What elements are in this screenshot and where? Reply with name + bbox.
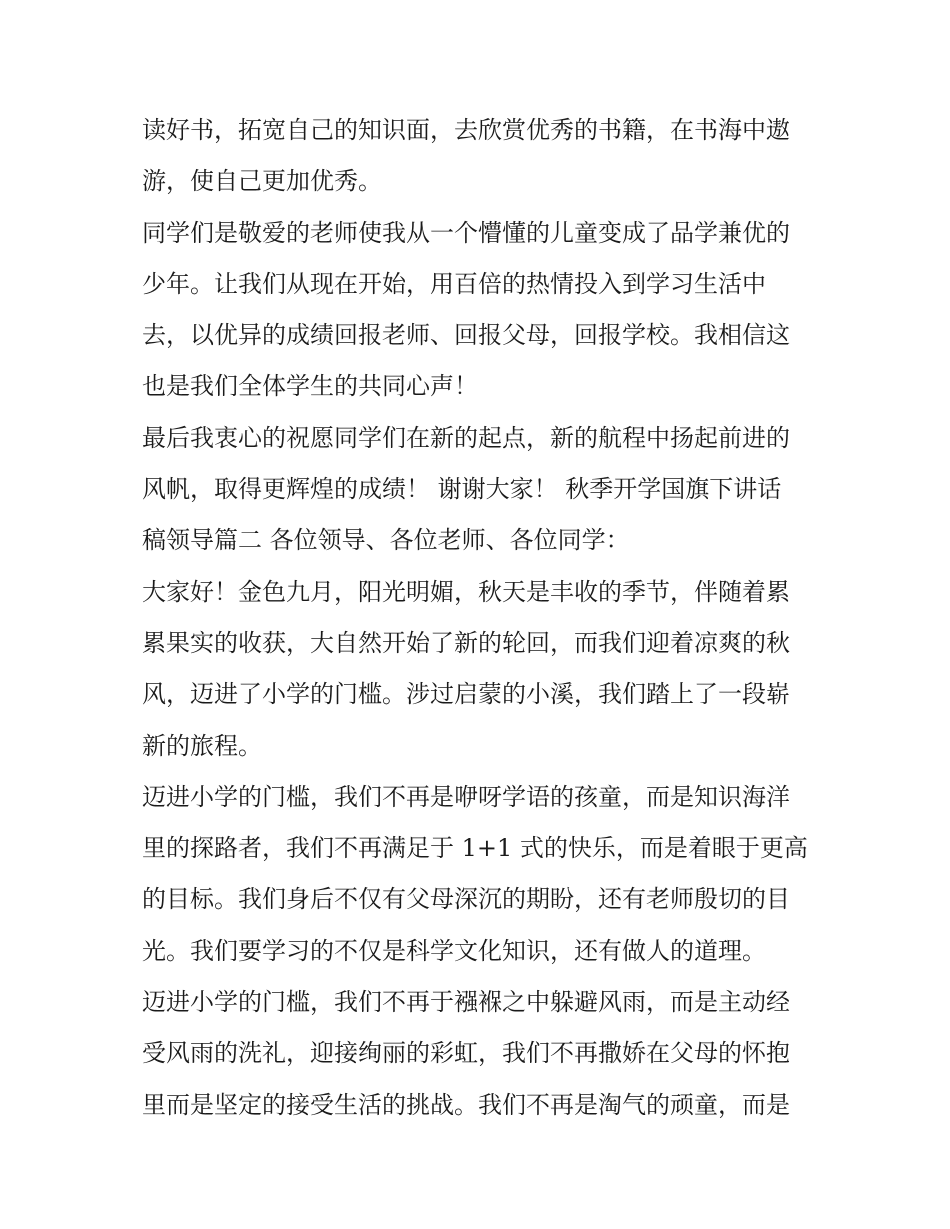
text-line: 最后我衷心的祝愿同学们在新的起点，新的航程中扬起前进的 xyxy=(142,423,790,452)
text-line: 也是我们全体学生的共同心声！ xyxy=(142,372,478,401)
text-line: 受风雨的洗礼，迎接绚丽的彩虹，我们不再撒娇在父母的怀抱 xyxy=(142,1039,790,1068)
text-line: 读好书，拓宽自己的知识面，去欣赏优秀的书籍，在书海中遨 xyxy=(142,116,790,144)
text-line: 迈进小学的门槛，我们不再是咿呀学语的孩童，而是知识海洋 xyxy=(142,782,790,811)
text-line: 光。我们要学习的不仅是科学文化知识，还有做人的道理。 xyxy=(142,936,766,965)
text-line: 累果实的收获，大自然开始了新的轮回，而我们迎着凉爽的秋 xyxy=(142,628,790,657)
text-line: 新的旅程。 xyxy=(142,731,262,760)
text-line: 少年。让我们从现在开始，用百倍的热情投入到学习生活中 xyxy=(142,269,766,298)
text-line: 同学们是敬爱的老师使我从一个懵懂的儿童变成了品学兼优的 xyxy=(142,218,790,247)
text-line: 稿领导篇二 各位领导、各位老师、各位同学： xyxy=(142,526,630,555)
text-line: 风，迈进了小学的门槛。涉过启蒙的小溪，我们踏上了一段崭 xyxy=(142,680,790,709)
text-line: 游，使自己更加优秀。 xyxy=(142,167,382,196)
text-line: 里的探路者，我们不再满足于 1+1 式的快乐，而是着眼于更高 xyxy=(142,834,808,863)
text-line: 风帆，取得更辉煌的成绩！ 谢谢大家！ 秋季开学国旗下讲话 xyxy=(142,475,782,504)
text-line: 里而是坚定的接受生活的挑战。我们不再是淘气的顽童，而是 xyxy=(142,1090,790,1119)
document-body xyxy=(142,105,822,1131)
text-line: 大家好！金色九月，阳光明媚，秋天是丰收的季节，伴随着累 xyxy=(142,577,790,606)
text-line: 去，以优异的成绩回报老师、回报父母，回报学校。我相信这 xyxy=(142,321,790,350)
text-line: 的目标。我们身后不仅有父母深沉的期盼，还有老师殷切的目 xyxy=(142,885,790,914)
text-line: 迈进小学的门槛，我们不再于襁褓之中躲避风雨，而是主动经 xyxy=(142,988,790,1017)
